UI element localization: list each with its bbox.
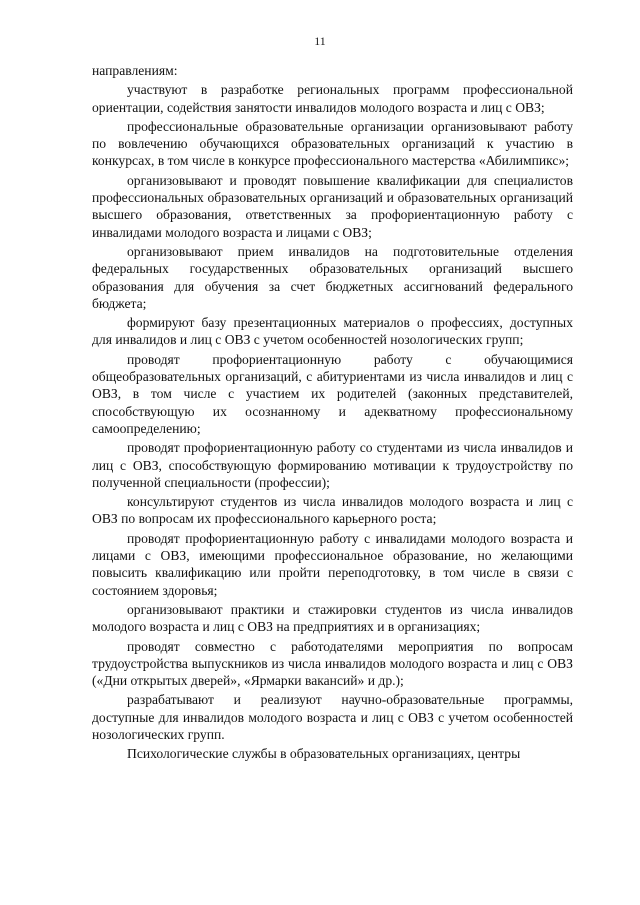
paragraph: профессиональные образовательные организации организовывают работу по вовлечению обучающихся образовательных организаций к участию в конкурсах, в том числе в конкурсе профессионального мастерства «Абилимпикс»; (92, 118, 573, 169)
paragraph: организовывают практики и стажировки студентов из числа инвалидов молодого возраста и лиц с ОВЗ на предприятиях и в организациях; (92, 601, 573, 635)
document-body (92, 62, 573, 765)
paragraph: Психологические службы в образовательных организациях, центры (127, 746, 521, 762)
page-number: 11 (314, 34, 326, 48)
paragraph: направлениям: (92, 63, 178, 78)
paragraph: участвуют в разработке региональных программ профессиональной ориентации, содействия занятости инвалидов молодого возраста и лиц с ОВЗ; (92, 82, 573, 115)
paragraph: формируют базу презентационных материалов о профессиях, доступных для инвалидов и лиц с ОВЗ с учетом особенностей нозологических групп; (92, 315, 573, 348)
paragraph: проводят совместно с работодателями мероприятия по вопросам трудоустройства выпускников из числа инвалидов молодого возраста и лиц с ОВЗ («Дни открытых дверей», «Ярмарки вакансий» и др.); (92, 638, 573, 689)
paragraph: консультируют студентов из числа инвалидов молодого возраста и лиц с ОВЗ по вопросам их профессионального карьерного роста; (92, 494, 573, 527)
paragraph: организовывают прием инвалидов на подготовительные отделения федеральных государственных образовательных организаций высшего образования для обучения за счет бюджетных ассигнований федерального бюджета; (92, 243, 573, 311)
paragraph: проводят профориентационную работу с инвалидами молодого возраста и лицами с ОВЗ, имеющими профессиональное образование, но желающими повысить квалификацию или пройти переподготовку, в том числе в связи с состоянием здоровья; (92, 530, 573, 598)
paragraph: разрабатывают и реализуют научно-образовательные программы, доступные для инвалидов молодого возраста и лиц с ОВЗ с учетом особенностей нозологических групп. (92, 692, 573, 742)
paragraph: проводят профориентационную работу со студентами из числа инвалидов и лиц с ОВЗ, способствующую формированию мотивации к трудоустройству по полученной специальности (профессии); (92, 440, 573, 490)
paragraph: проводят профориентационную работу с обучающимися общеобразовательных организаций, с абитуриентами из числа инвалидов и лиц с ОВЗ, в том числе с участием их родителей (законных представителей, способствующую их осознанному и адекватному профессиональному самоопределению; (92, 351, 573, 436)
paragraph: организовывают и проводят повышение квалификации для специалистов профессиональных образовательных организаций и образовательных организаций высшего образования, ответственных за профориентационную работу с инвалидами молодого возраста и лицами с ОВЗ; (92, 172, 573, 240)
